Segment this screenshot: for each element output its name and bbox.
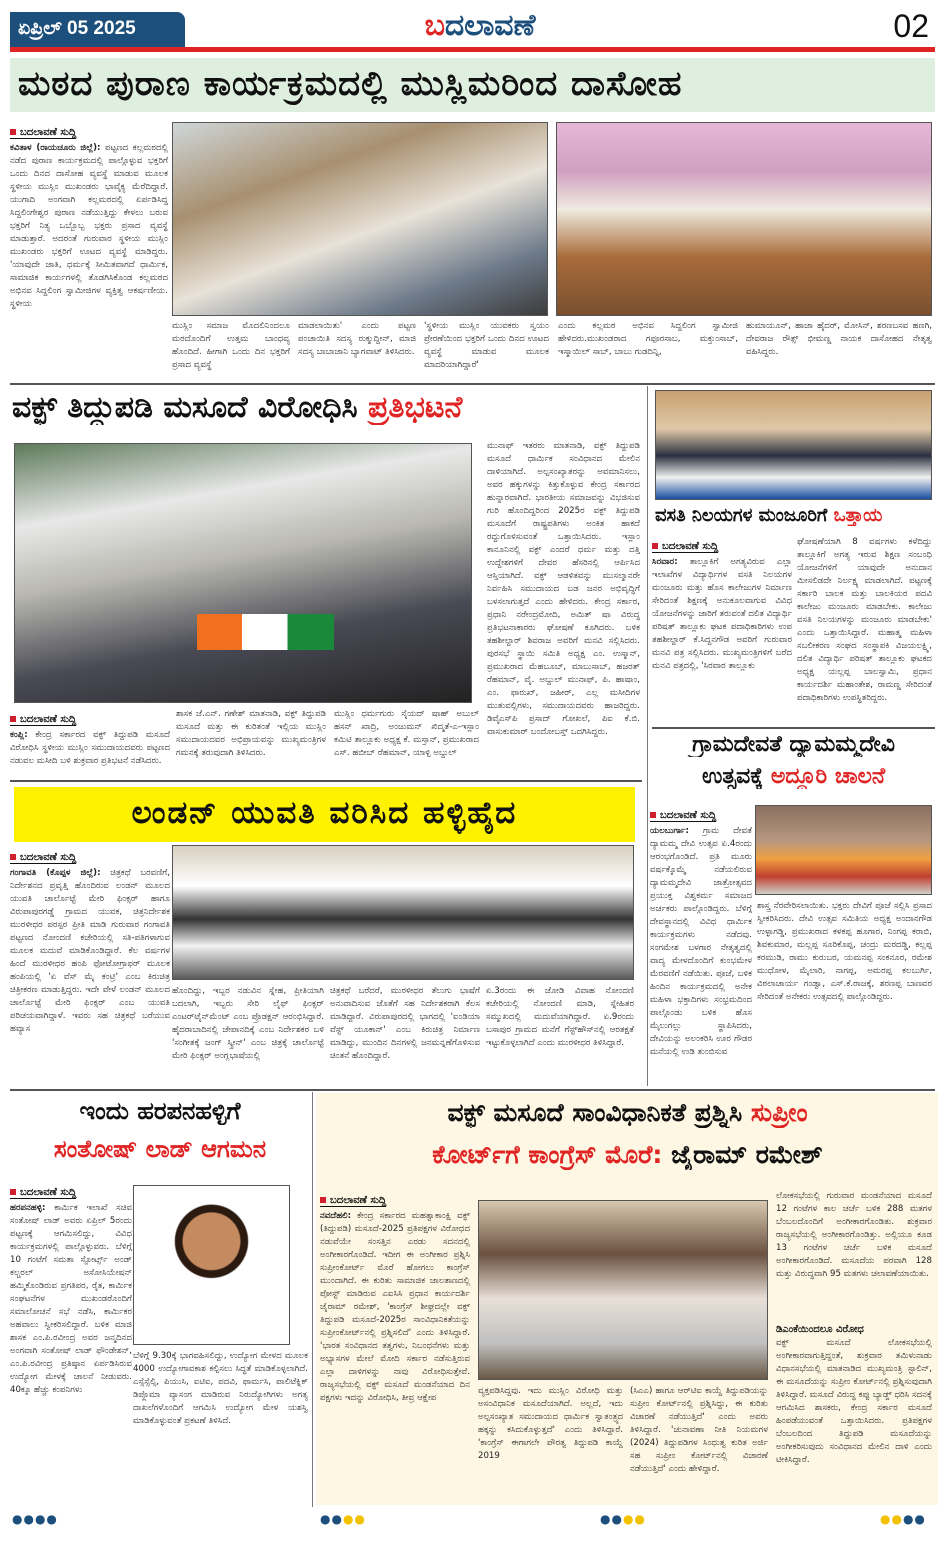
article-text: ಚಿತ್ರಕಥೆ ಬರವಣಿಗೆ, ನಿರ್ದೇಶನದ ಪ್ರವೃತ್ತಿ ಹೊಂದಿರುವ ಲಂಡನ್ ಮೂಲದ ಯುವತಿ ಚಾರ್ಲೊಟ್ಟೆ ಮೇರಿ ಫಿಂಕ್ಸರ್ ಹಾಗೂ ವಿರುಪಾಪುರಗಡ್ಡೆ ಗ್ರಾಮದ ಯುವಕ, ಚಿತ್ರನಿರ್ದೇಶಕ ಮುರಳೀಧರ ಪರಸ್ಪರ ಪ್ರೀತಿ ಮಾಡಿ ಗುರುವಾರ ಗಂಗಾವತಿ ಪಟ್ಟಣದ ನೋಂದಣಿ ಕಚೇರಿಯಲ್ಲಿ ಸತಿ-ಪತಿಗಳಾಗುವ ಮೂಲಕ ಮದುವೆ ಮಾಡಿಕೊಂಡಿದ್ದಾರೆ. ಕೆಲ ವರ್ಷಗಳ ಹಿಂದೆ ಮುರಳೀಧರ ಹಂಪಿ ಫೋಟೋಗ್ರಾಫರ್ ಮೂಲಕ ಹಂಪಿಯಲ್ಲಿ 'ಏ ವೆಸ್ ಮೈ ಕಂಟ್ರಿ' ಎಂಬ ಕಿರುಚಿತ್ರ ಚಿತ್ರೀಕರಣ ಮಾಡುತ್ತಿದ್ದರು. ಇದೇ ವೇಳೆ ಲಂಡನ್ ಮೂಲದ ಚಾರ್ಲೊಟ್ಟೆ ಮೇರಿ ಫಿಂಕ್ಸರ್ ಎಂಬ ಯುವತಿ ಪರಿಚಯವಾಗಿದ್ದಾಳೆ. ಇವರು ಸಹ ಚಿತ್ರಕಥೆ ಬರೆಯುವ ಹವ್ಯಾಸ [10, 868, 170, 1034]
section-divider [10, 1089, 935, 1091]
article-text: ವ್ಯಕ್ತಪಡಿಸಿದ್ದವು. ಇದು ಮುಸ್ಲಿಂ ವಿರೋಧಿ ಮತ್ತು ಅಸಂವಿಧಾನಿಕ ಮಸೂದೆಯಾಗಿದೆ. ಅಲ್ಲದೆ, ಇದು ಅಲ್ಪಸಂಖ್ಯಾತ ಸಮುದಾಯದ ಧಾರ್ಮಿಕ ಸ್ವಾತಂತ್ರ್ಯದ ಹಕ್ಕನ್ನು ಕಸಿದುಕೊಳ್ಳುತ್ತದೆ' ಎಂದು ತಿಳಿಸಿದ್ದಾರೆ. 'ಕಾಂಗ್ರೆಸ್ ಈಗಾಗಲೇ ಪೌರತ್ವ ತಿದ್ದುಪಡಿ ಕಾಯ್ದೆ 2019 [478, 1386, 623, 1461]
article-text: (ಸಿಎಎ) ಹಾಗೂ ಆರ್‌ಟಿಐ ಕಾಯ್ದೆ ತಿದ್ದುಪಡಿಯನ್ನು ಸುಪ್ರೀಂ ಕೋರ್ಟ್‌ನಲ್ಲಿ ಪ್ರಶ್ನಿಸಿದ್ದು, ಈ ಕುರಿತು ವಿಚಾರಣೆ ನಡೆಯುತ್ತಿದೆ' ಎಂದು ಅವರು ತಿಳಿಸಿದ್ದಾರೆ. 'ಚುನಾವಣಾ ನೀತಿ ನಿಯಮಗಳ (2024) ತಿದ್ದುಪಡಿಗಳ ಸಿಂಧುತ್ವ ಕುರಿತ ಅರ್ಜಿ ಸಹ ಸುಪ್ರೀಂ ಕೋರ್ಟ್‌ನಲ್ಲಿ ವಿಚಾರಣೆ ನಡೆಯುತ್ತಿದೆ' ಎಂದು ಹೇಳಿದ್ದಾರೆ. [630, 1386, 768, 1474]
section-divider [652, 727, 935, 729]
article-text: ಕಾರ್ಮಿಕ ಇಲಾಖೆ ಸಚಿವ ಸಂತೋಷ್ ಲಾಡ್ ಅವರು ಏಪ್ರಿಲ್ 5ರಂದು ಪಟ್ಟಣಕ್ಕೆ ಆಗಮಿಸಲಿದ್ದು, ವಿವಿಧ ಕಾರ್ಯಕ್ರಮಗಳಲ್ಲಿ ಪಾಲ್ಗೊಳ್ಳುವರು. ಬೆಳಿಗ್ಗೆ 10 ಗಂಟೆಗೆ ಸಮತಾ ಸ್ಪೋರ್ಟ್ಸ್ ಅಂಡ್ ಕಲ್ಚರಲ್ ಅಸೋಸಿಯೇಷನ್ ಹಮ್ಮಿಕೊಂಡಿರುವ ಪ್ರಗತಿಪರ, ರೈತ, ಕಾರ್ಮಿಕ ಸಂಘಟನೆಗಳ ಮುಖಂಡರೊಂದಿಗೆ ಸಮಾಲೋಚನೆ ಸಭೆ ನಡೆಸಿ, ಕಾರ್ಮಿಕರ ಅಹವಾಲು ಸ್ವೀಕರಿಸಲಿದ್ದಾರೆ. ಬಳಿಕ ಮಾಜಿ ಶಾಸಕ ಎಂ.ಪಿ.ರವೀಂದ್ರ ಅವರ ಜನ್ಮದಿನದ ಅಂಗವಾಗಿ ಸಂತೋಷ್ ಲಾಡ್ ಫೌಂಡೇಶನ್, ಎಂ.ಪಿ.ರವೀಂದ್ರ ಪ್ರತಿಷ್ಠಾನ ಏರ್ಪಡಿಸಿರುವ ಉದ್ಯೋಗ ಮೇಳಕ್ಕೆ ಚಾಲನೆ ನೀಡುವರು. 40ಕ್ಕೂ ಹೆಚ್ಚು ಕಂಪನಿಗಳು [10, 1203, 132, 1395]
headline-text: ವಕ್ಫ್ ಮಸೂದೆ ಸಾಂವಿಧಾನಿಕತೆ ಪ್ರಶ್ನಿಸಿ [447, 1098, 743, 1127]
article-text: ತಾಲ್ಲೂಕಿಗೆ ಅಗತ್ಯವಿರುವ ಎಲ್ಲಾ ಇಲಾಖೆಗಳ ವಿದ್ಯಾರ್ಥಿಗಳ ವಸತಿ ನಿಲಯಗಳ ಮಂಜೂರು ಮತ್ತು ಹೊಸ ಕಾಲೇಜುಗಳ ನಿರ್ಮಾಣ ಸೇರಿದಂತೆ ಶಿಕ್ಷಣಕ್ಕೆ ಅನುಕೂಲವಾಗುವ ವಿವಿಧ ಯೋಜನೆಗಳನ್ನು ಜಾರಿಗೆ ತರುವಂತೆ ದಲಿತ ವಿದ್ಯಾರ್ಥಿ ಪರಿಷತ್ ತಾಲ್ಲೂಕು ಘಟಕ ಪದಾಧಿಕಾರಿಗಳು ಉಪ ತಹಶೀಲ್ದಾರ್ ಕೆ.ಸಿದ್ದನಗೌಡ ಅವರಿಗೆ ಗುರುವಾರ ಮನವಿ ಪತ್ರ ಸಲ್ಲಿಸಿದರು. ಮುಖ್ಯಮಂತ್ರಿಗಳಿಗೆ ಬರೆದ ಮನವಿ ಪತ್ರದಲ್ಲಿ, 'ಸಿರವಾರ ತಾಲ್ಲೂಕು [652, 557, 792, 671]
dateline: ಸಿರವಾರ: [652, 557, 678, 567]
article-text: ಮುನಾಫ್ ಇತರರು ಮಾತನಾಡಿ, ವಕ್ಫ್ ತಿದ್ದುಪಡಿ ಮಸೂದೆ ಧಾರ್ಮಿಕ ಸಂವಿಧಾನದ ಮೇಲಿನ ದಾಳಿಯಾಗಿದೆ. ಅಲ್ಪಸಂಖ್ಯಾತರನ್ನು ಅವಮಾನಿಸಲು, ಅವರ ಹಕ್ಕುಗಳನ್ನು ಕಿತ್ತುಕೊಳ್ಳುವ ಕೇಂದ್ರ ಸರ್ಕಾರದ ಹುನ್ನಾರವಾಗಿದೆ. ಭಾರತೀಯ ಸಮಾಜವನ್ನು ವಿಭಜಿಸುವ ಗುರಿ ಹೊಂದಿದ್ದರಿಂದ 2025ರ ವಕ್ಫ್ ತಿದ್ದುಪಡಿ ಮಸೂದೆಗೆ ರಾಷ್ಟ್ರಪತಿಗಳು ಅಂಕಿತ ಹಾಕದೆ ರದ್ದುಗೊಳಿಸುವಂತೆ ಒತ್ತಾಯಿಸಿದರು. ಇಸ್ಲಾಂ ಕಾನೂನಿನಲ್ಲಿ ವಕ್ಫ್ ಎಂದರೆ ಧರ್ಮ ಮತ್ತು ದತ್ತಿ ಉದ್ದೇಶಗಳಿಗೆ ದೇವರ ಹೆಸರಿನಲ್ಲಿ ಆರ್ಪಿಸಿದ ಆಸ್ತಿಯಾಗಿದೆ. ವಕ್ಫ್ ಆಡಳಿತವನ್ನು ಮುಸಲ್ಮಾನರೇ ನಿರ್ವಹಿಸಿ ಸಮುದಾಯದ ಬಡ ಜನರ ಅಭಿವೃದ್ಧಿಗೆ ಬಳಸಲಾಗುತ್ತದೆ ಎಂದು ಹೇಳಿದರು. ಕೇಂದ್ರ ಸರ್ಕಾರ, ಪ್ರಧಾನಿ ನರೇಂದ್ರಮೋದಿ, ಅಮಿತ್ ಷಾ ವಿರುದ್ಧ ಪ್ರತಿಭಟನಾಕಾರರು ಘೋಷಣೆ ಕೂಗಿದರು. ಬಳಿಕ ತಹಶೀಲ್ದಾರ್ ಶಿವರಾಜ ಅವರಿಗೆ ಮನವಿ ಸಲ್ಲಿಸಿದರು. ಪುರಸಭೆ ಸ್ಥಾಯಿ ಸಮಿತಿ ಅಧ್ಯಕ್ಷ ಎಂ. ಉಸ್ಮಾನ್, ಪ್ರಮುಖರಾದ ಮೆಹಬೂಬ್, ಮಾಬುಸಾಬ್, ಹಜರತ್ ರೆಹಮಾನ್, ವೈ. ಅಬ್ದುಲ್ ಮುನಾಫ್, ಪಿ. ಹಾಷಾಂ, ಎಂ. ಫಾರುಖ್, ಜಹೀರ್, ಎಲ್ಲ ಮಸೀದಿಗಳ ಮುತುವಲ್ಲಿಗಳು, ಸಮುದಾಯದವರು ಹಾಜರಿದ್ದರು. ಡಿವೈಎಸ್‌ಪಿ ಪ್ರಸಾದ್ ಗೋಖಲೆ, ಪಿಐ ಕೆ.ಬಿ. ವಾಸುಕುಮಾರ್ ಬಂದೋಬಸ್ತ್ ಒದಗಿಸಿದ್ದರು. [487, 441, 640, 737]
article7-sidebar [776, 1190, 932, 1497]
article4-headline-line1: ಗ್ರಾಮದೇವತೆ ದ್ಯಾಮಮ್ಮದೇವಿ [692, 732, 895, 757]
article4-photo-procession [755, 805, 932, 895]
article2-body [10, 707, 170, 785]
article4-body [650, 803, 752, 1087]
article3-headline [655, 505, 935, 526]
flag-placard [197, 614, 334, 650]
article6-headline-line2: ಸಂತೋಷ್ ಲಾಡ್ ಆಗಮನ [53, 1135, 267, 1163]
article-text: ಘೋಷಣೆಯಾಗಿ 8 ವರ್ಷಗಳು ಕಳೆದಿದ್ದು ತಾಲ್ಲೂಕಿಗೆ ಅಗತ್ಯ ಇರುವ ಶಿಕ್ಷಣ ಸಂಬಂಧಿ ಯೋಜನೆಗಳಿಗೆ ಯಾವುದೇ ಅನುದಾನ ಮೀಸಲಿಡದೇ ನಿರ್ಲಕ್ಷ್ಯ ಮಾಡಲಾಗಿದೆ. ಪಟ್ಟಣಕ್ಕೆ ಸರ್ಕಾರಿ ಬಾಲಕ ಮತ್ತು ಬಾಲಕಿಯರ ಪದವಿ ಕಾಲೇಜು ಮಂಜೂರು ಮಾಡಬೇಕು. ಕಾಲೇಜು ವಸತಿ ನಿಲಯಗಳನ್ನು ಮಂಜೂರು ಮಾಡಬೇಕು' ಎಂದು ಒತ್ತಾಯಿಸಿದ್ದಾರೆ. ಮಹಾತ್ಮ ಮಹಿಳಾ ಸಬಲೀಕರಣ ಸಂಘದ ಸಂಸ್ಥಾಪಕಿ ವಿಜಯಲಕ್ಷ್ಮಿ, ದಲಿತ ವಿದ್ಯಾರ್ಥಿ ಪರಿಷತ್ ತಾಲ್ಲೂಕು ಘಟಕದ ಅಧ್ಯಕ್ಷ ಯಲ್ಲಪ್ಪ ಬಾಲಸ್ವಾಮಿ, ಪ್ರಧಾನ ಕಾರ್ಯದರ್ಶಿ ಮಹಾಂತೇಶ, ರಾಮಣ್ಣ ಸೇರಿದಂತೆ ಪದಾಧಿಕಾರಿಗಳು ಉಪಸ್ಥಿತರಿದ್ದರು. [797, 537, 932, 703]
byline: ಬದಲಾವಣೆ ಸುದ್ದಿ [652, 541, 718, 553]
article4-headline-line2 [652, 764, 935, 789]
article5-photo-couple [172, 845, 634, 980]
headline-highlight: ಪ್ರತಿಭಟನೆ [367, 390, 463, 425]
column-divider [647, 386, 648, 1086]
headline-highlight: ಕೋರ್ಟ್‌ಗೆ ಕಾಂಗ್ರೆಸ್ ಮೊರೆ: [432, 1140, 663, 1169]
article5-headline: ಲಂಡನ್ ಯುವತಿ ವರಿಸಿದ ಹಳ್ಳಿಹೈದ [14, 787, 635, 842]
article1-headline: ಮಠದ ಪುರಾಣ ಕಾರ್ಯಕ್ರಮದಲ್ಲಿ ಮುಸ್ಲಿಮರಿಂದ ದಾಸೋಹ [10, 58, 935, 112]
article1-photo-felicitation [556, 122, 932, 316]
article3-photo-memorandum [655, 390, 932, 500]
issue-date: ಏಪ್ರಿಲ್ 05 2025 [10, 12, 185, 48]
headline-highlight: ಒತ್ತಾಯ [833, 505, 883, 526]
article1-body [10, 120, 168, 382]
article-text: ಎಂದು ಕಲ್ಲಮಠ ಅಭಿನವ ಸಿದ್ದಲಿಂಗ ಸ್ವಾಮೀಜಿ ಹೇಳಿದರು.ಮುಖಂಡರಾದ ಗಫೂರಸಾಬ, ಮಕ್ತುಂಸಾಬ್, ಇಸ್ಮಾಯಿಲ್ ಸಾಬ್, ಬಾಬು ಗುಡದಿನ್ನಿ, [558, 321, 738, 357]
footer-dots-right: ●●●● [880, 1512, 926, 1526]
article-text: ವಕ್ಫ್ ಮಸೂದೆ ಲೋಕಸಭೆಯಲ್ಲಿ ಅಂಗೀಕಾರವಾಗುತ್ತಿದ್ದಂತೆ, ಶುಕ್ರವಾರ ತಮಿಳುನಾಡು ವಿಧಾನಸಭೆಯಲ್ಲಿ ಮಾತನಾಡಿದ ಮುಖ್ಯಮಂತ್ರಿ ಸ್ಟಾಲಿನ್, ಈ ಮಸೂದೆಯನ್ನು ಸುಪ್ರೀಂ ಕೋರ್ಟ್‌ನಲ್ಲಿ ಪ್ರಶ್ನಿಸುವುದಾಗಿ ತಿಳಿಸಿದ್ದಾರೆ. ಮಸೂದೆ ವಿರುದ್ಧ ಕಪ್ಪು ಬ್ಯಾಡ್ಜ್ ಧರಿಸಿ ಸದನಕ್ಕೆ ಆಗಮಿಸಿದ ಶಾಸಕರು, ಕೇಂದ್ರ ಸರ್ಕಾರ ಮಸೂದೆ ಹಿಂಪಡೆಯುವಂತೆ ಒತ್ತಾಯಿಸಿದರು. ಪ್ರತಿಪಕ್ಷಗಳ ಬೆಂಬಲದಿಂದ ತಿದ್ದುಪಡಿ ಮಸೂದೆಯನ್ನು ಅಂಗೀಕರಿಸುವುದು ಸಂವಿಧಾನದ ಮೇಲಿನ ದಾಳಿ ಎಂದು ಟೀಕಿಸಿದ್ದಾರೆ. [776, 1338, 932, 1465]
article3-body [652, 534, 792, 732]
subheading: ಡಿಎಂಕೆಯಿಂದಲೂ ವಿರೋಧ [776, 1324, 864, 1335]
article7-headline-line1 [320, 1098, 935, 1128]
article-text: ಶಾಸ್ತ್ರ ನೆರವೇರಿಸಲಾಯಿತು. ಭಕ್ತರು ದೇವಿಗೆ ಪೂಜೆ ಸಲ್ಲಿಸಿ ಪ್ರಸಾದ ಸ್ವೀಕರಿಸಿದರು. ದೇವಿ ಉತ್ಸವ ಸಮಿತಿಯ ಅಧ್ಯಕ್ಷ ಅಂದಾನಗೌಡ ಉಳ್ಳಾಗಡ್ಡಿ, ಪ್ರಮುಖರಾದ ಕಳಕಪ್ಪ ಹೂಗಾರ, ನಿಂಗಪ್ಪ ಕರಾಬಿ, ಶಿವಕುಮಾರ, ಮಲ್ಲಪ್ಪ ಸೂರಿಕೊಪ್ಪ, ಚಂದ್ರು ಮರದಡ್ಡಿ, ಕಲ್ಲಪ್ಪ ಕರಮುಡಿ, ರಾಮು ಕುರುಬರ, ಯಮನಪ್ಪ ಸಂಕನೂರ, ರಮೇಶ ಮುಧೋಳ, ಮೈಲಾರಿ, ನಾಗಪ್ಪ, ಅಮರಪ್ಪ ಕಲಬುರ್ಗಿ, ವಿಠಲಾಚಾರ್ಯ ಗಂಡ್ವಾ, ಎಸ್.ಕೆ.ರಾಜಕ್ಕೆ, ಶರಣಪ್ಪ ಬಾಣವರ ಸೇರಿದಂತೆ ಅನೇಕರು ಉತ್ಸವದಲ್ಲಿ ಪಾಲ್ಗೊಂಡಿದ್ದರು. [757, 901, 932, 1002]
logo-first-letter: ಬ [424, 8, 445, 43]
footer-dots-center-right: ●●●● [600, 1512, 646, 1526]
footer-dots-left: ●●●● [12, 1512, 58, 1526]
article-text: 'ಸ್ಥಳೀಯ ಮುಸ್ಲಿಂ ಯುವಕರು ಸ್ವಯಂ ಪ್ರೇರಣೆಯಿಂದ ಭಕ್ತರಿಗೆ ಒಂದು ದಿನದ ಊಟದ ವ್ಯವಸ್ಥೆ ಮಾಡುವ ಮೂಲಕ ಮಾದರಿಯಾಗಿದ್ದಾರೆ' [424, 321, 549, 370]
headline-highlight: ಸುಪ್ರೀಂ [750, 1098, 808, 1127]
byline: ಬದಲಾವಣೆ ಸುದ್ದಿ [10, 714, 76, 726]
headline-text: ವಕ್ಫ್ ತಿದ್ದುಪಡಿ ಮಸೂದೆ ವಿರೋಧಿಸಿ [12, 390, 358, 425]
article7-photo-jairam-ramesh [478, 1200, 768, 1380]
article-text: ಲೋಕಸಭೆಯಲ್ಲಿ ಗುರುವಾರ ಮಂಡನೆಯಾದ ಮಸೂದೆ 12 ಗಂಟೆಗಳ ಕಾಲ ಚರ್ಚೆ ಬಳಿಕ 288 ಮತಗಳ ಬೆಂಬಲದೊಂದಿಗೆ ಅಂಗೀಕಾರಗೊಂಡಿತು. ಶುಕ್ರವಾರ ರಾಜ್ಯಸಭೆಯಲ್ಲಿ ಅಂಗೀಕಾರಗೊಂಡಿತ್ತು. ಅಲ್ಲಿಯೂ ಕೂಡ 13 ಗಂಟೆಗಳ ಚರ್ಚೆ ಬಳಿಕ ಮಸೂದೆ ಅಂಗೀಕಾರಗೊಂಡಿದೆ. ಮಸೂದೆಯ ಪರವಾಗಿ 128 ಮತ್ತು ವಿರುದ್ಧವಾಗಿ 95 ಮತಗಳು ಚಲಾವಣೆಯಾಯಿತು. [776, 1191, 932, 1279]
column-divider [312, 1092, 313, 1507]
article-text: ಪಟ್ಟಣದ ಕಲ್ಲಮಠದಲ್ಲಿ ನಡೆದ ಪುರಾಣ ಕಾರ್ಯಕ್ರಮದಲ್ಲಿ ಪಾಲ್ಗೊಳ್ಳುವ ಭಕ್ತರಿಗೆ ಒಂದು ದಿನದ ದಾಸೋಹ ವ್ಯವಸ್ಥೆ ಮಾಡುವ ಮೂಲಕ ಸ್ಥಳೀಯ ಮುಸ್ಲಿಂ ಮುಖಂಡರು ಭಾವೈಕ್ಯ ಮೆರೆದಿದ್ದಾರೆ. ಯುಗಾದಿ ಅಂಗವಾಗಿ ಕಲ್ಲಮಠದಲ್ಲಿ ಏರ್ಪಡಿಸಿದ್ದ ಸಿದ್ದಲಿಂಗೇಶ್ವರ ಪುರಾಣ ನಡೆಯುತ್ತಿದ್ದು ಕೇಳಲು ಬರುವ ಭಕ್ತರಿಗೆ ನಿತ್ಯ ಒಬ್ಬೊಬ್ಬ ಭಕ್ತರು ಪ್ರಸಾದ ವ್ಯವಸ್ಥೆ ಮಾಡುತ್ತಾರೆ. ಅದರಂತೆ ಗುರುವಾರ ಸ್ಥಳೀಯ ಮುಸ್ಲಿಂ ಮುಖಂಡರು ಭಕ್ತರಿಗೆ ಊಟದ ವ್ಯವಸ್ಥೆ ಮಾಡಿದ್ದರು. 'ಯಾವುದೇ ಜಾತಿ, ಧರ್ಮಕ್ಕೆ ಸೀಮಿತವಾಗದೆ ಧಾರ್ಮಿಕ, ಸಾಮಾಜಿಕ ಕಾರ್ಯಗಳಲ್ಲಿ ತೊಡಗಿಸಿಕೊಂಡ ಕಲ್ಲಮಠದ ಅಭಿನವ ಸಿದ್ದಲಿಂಗ ಸ್ವಾಮೀಜಿಗಳ ವ್ಯಕ್ತಿತ್ವ ಆಕರ್ಷಣೀಯ. ಸ್ಥಳೀಯ [10, 143, 168, 309]
article7-body [320, 1188, 470, 1510]
dateline: ಕಂಪ್ಲಿ: [10, 730, 28, 740]
masthead-rule [10, 47, 935, 52]
article-text: ಏ.3ರಂದು ಈ ಜೋಡಿ ವಿವಾಹ ನೋಂದಣಿ ಕಚೇರಿಯಲ್ಲಿ ನೋಂದಣಿ ಮಾಡಿ, ಸ್ನೇಹಿತರ ಸಮ್ಮುಖದಲ್ಲಿ ಮದುವೆಯಾಗಿದ್ದಾರೆ. ಏ.9ರಂದು ಬಸಾಪುರ ಗ್ರಾಮದ ಮನೆಗೆ ಗೆಸ್ಟ್‌ಹೌಸ್‌ನಲ್ಲಿ ಆರತಕ್ಷತೆ ಇಟ್ಟುಕೊಳ್ಳಲಾಗಿದೆ ಎಂದು ಮುರಳೀಧರ ತಿಳಿಸಿದ್ದಾರೆ. [486, 986, 634, 1048]
article-text: ಹುಮಾಯೂನ್, ಹಾಜಾ ಹೈದರ್, ಮೋಸಿನ್, ಶರಣಬಸವ ಹಣಗಿ, ದೇವರಾಜ ರೌತ್ಸ್ ಭೀಮಣ್ಣ ನಾಯಕ ದಾಸೋಹದ ನೇತೃತ್ವ ವಹಿಸಿದ್ದರು. [746, 321, 932, 357]
article2-photo-protest [14, 443, 472, 703]
article5-body [10, 845, 170, 1092]
article6-portrait-santosh-lad [133, 1185, 290, 1345]
byline: ಬದಲಾವಣೆ ಸುದ್ದಿ [10, 852, 76, 864]
article-text: ಬೆಳಿಗ್ಗೆ 9.30ಕ್ಕೆ ಭಾಗವಹಿಸಲಿದ್ದು, ಉದ್ಯೋಗ ಮೇಳದ ಮೂಲಕ 4000 ಉದ್ಯೋಗಾವಕಾಶ ಕಲ್ಪಿಸಲು ಸಿದ್ಧತೆ ಮಾಡಿಕೊಳ್ಳಲಾಗಿದೆ. ಎಸ್ಸೆಸ್ಸೆಲ್ಸಿ, ಪಿಯುಸಿ, ಐಟಿಐ, ಪದವಿ, ಫಾರ್ಮಸಿ, ಪಾಲಿಟೆಕ್ನಿಕ್ ಡಿಪ್ಲೊಮಾ ವ್ಯಾಸಂಗ ಮಾಡಿರುವ ನಿರುದ್ಯೋಗಿಗಳು ಅಗತ್ಯ ದಾಖಲೆಗಳೊಂದಿಗೆ ಆಗಮಿಸಿ ಉದ್ಯೋಗ ಮೇಳ ಯಶಸ್ವಿ ಮಾಡಿಕೊಳ್ಳುವಂತೆ ಪ್ರಕಟಣೆ ತಿಳಿಸಿದೆ. [133, 1351, 308, 1426]
byline: ಬದಲಾವಣೆ ಸುದ್ದಿ [650, 810, 716, 822]
article-text: ಮಾಡಲಾಯಿತು' ಎಂದು ಪಟ್ಟಣ ಪಂಚಾಯಿತಿ ಸದಸ್ಯ ರುಕ್ಮುದ್ದೀನ್, ಮಾಜಿ ಸದಸ್ಯ ಬಾಬಾಜಾನಿ ಬ್ಯಾಗವಾಟ್ ತಿಳಿಸಿದರು. [298, 321, 416, 357]
headline-text: ಉತ್ಸವಕ್ಕೆ [702, 764, 764, 789]
dateline: ಗಂಗಾವತಿ (ಕೊಪ್ಪಳ ಜಿಲ್ಲೆ): [10, 868, 101, 878]
article2-headline [12, 390, 642, 425]
article6-headline-line1: ಇಂದು ಹರಪನಹಳ್ಳಿಗೆ [79, 1097, 241, 1125]
newspaper-logo [380, 8, 580, 43]
article-text: ಮುಸ್ಲಿಂ ಧರ್ಮಗುರು ಸೈಯದ್ ಷಾಹ್ ಅಬುಲ್ ಹಸನ್ ಖಾದ್ರಿ, ಅಂಜುಮನ್ ಖಿದ್ಮತೆ-ಎ-ಇಸ್ಲಾಂ ಕಮಿಟಿ ತಾಲ್ಲೂಕು ಅಧ್ಯಕ್ಷ ಕೆ. ಮಸ್ತಾನ್, ಪ್ರಮುಖರಾದ ಎಸ್. ಹಬೀಬ್ ರೆಹಮಾನ್, ಯಾಳ್ಪಿ ಅಬ್ದುಲ್ [334, 709, 479, 758]
article-text: ಕೇಂದ್ರ ಸರ್ಕಾರದ ಮಹತ್ವಾಕಾಂಕ್ಷಿ ವಕ್ಫ್ (ತಿದ್ದುಪಡಿ) ಮಸೂದೆ-2025 ಪ್ರತಿಪಕ್ಷಗಳ ವಿರೋಧದ ನಡುವೆಯೇ ಸಂಸತ್ತಿನ ಎರಡು ಸದನದಲ್ಲಿ ಅಂಗೀಕಾರಗೊಂಡಿದೆ. ಇದೀಗ ಈ ಅಂಗೀಕಾರ ಪ್ರಶ್ನಿಸಿ ಸುಪ್ರೀಂಕೋರ್ಟ್ ಮೊರೆ ಹೋಗಲು ಕಾಂಗ್ರೆಸ್ ಮುಂದಾಗಿದೆ. ಈ ಕುರಿತು ಸಾಮಾಜಿಕ ಜಾಲತಾಣದಲ್ಲಿ ಪೋಸ್ಟ್ ಮಾಡಿರುವ ಎಐಸಿಸಿ ಪ್ರಧಾನ ಕಾರ್ಯದರ್ಶಿ ಜೈರಾಮ್ ರಮೇಶ್, 'ಕಾಂಗ್ರೆಸ್ ಶೀಘ್ರದಲ್ಲೇ ವಕ್ಫ್ ತಿದ್ದುಪಡಿ ಮಸೂದೆ-2025ರ ಸಾಂವಿಧಾನಿಕತೆಯನ್ನು ಸುಪ್ರೀಂಕೋರ್ಟ್‌ನಲ್ಲಿ ಪ್ರಶ್ನಿಸಲಿದೆ' ಎಂದು ತಿಳಿಸಿದ್ದಾರೆ. 'ಭಾರತ ಸಂವಿಧಾನದ ತತ್ವಗಳು, ನಿಬಂಧನೆಗಳು ಮತ್ತು ಅಭ್ಯಾಸಗಳ ಮೇಲೆ ಮೋದಿ ಸರ್ಕಾರ ನಡೆಸುತ್ತಿರುವ ಎಲ್ಲಾ ದಾಳಿಗಳನ್ನು ನಾವು ವಿರೋಧಿಸುತ್ತೇವೆ. ರಾಜ್ಯಸಭೆಯಲ್ಲಿ ವಕ್ಫ್ ಮಸೂದೆ ಮಂಡನೆಯಾದ ದಿನ ಪಕ್ಷಗಳು ಇದನ್ನು ವಿರೋಧಿಸಿ, ತೀವ್ರ ಆಕ್ಷೇಪ [320, 1211, 470, 1403]
article-text: ಚಿತ್ರಕಥೆ ಬರೆದರೆ, ಮುರಳೀಧರ ತೆಲುಗು ಭಾಷೆಗೆ ಅನುವಾದಿಸುವ ಜೊತೆಗೆ ಸಹ ನಿರ್ದೇಶಕರಾಗಿ ಕೆಲಸ ಮಾಡಿದ್ದಾರೆ. ವಿರುಪಾಪುರದಲ್ಲಿ ಭಾಗದಲ್ಲಿ 'ಐಂಡಿಯಾ ವೆಸ್ಟ್ ಯೂಕಾನ್' ಎಂಬ ಕಿರುಚಿತ್ರ ನಿರ್ಮಾಣ ಮಾಡಿದ್ದು, ಮುಂದಿನ ದಿನಗಳಲ್ಲಿ ಜನಮನ್ನಣೆಗೊಳಿಸುವ ಚಿಂತನೆ ಹೊಂದಿದ್ದಾರೆ. [330, 986, 480, 1061]
article1-photo-cooking [172, 122, 548, 316]
dateline: ನವದೆಹಲಿ: [320, 1211, 352, 1221]
byline: ಬದಲಾವಣೆ ಸುದ್ದಿ [10, 127, 76, 139]
footer-dots-center-left: ●●●● [320, 1512, 366, 1526]
article-text: ಶಾಸಕ ಜೆ.ಎನ್. ಗಣೇಶ್ ಮಾತನಾಡಿ, ವಕ್ಫ್ ತಿದ್ದುಪಡಿ ಮಸೂದೆ ಮತ್ತು ಈ ಕುರಿತಂತೆ ಇಲ್ಲಿಯ ಮುಸ್ಲಿಂ ಸಮುದಾಯದವರ ಅಭಿಪ್ರಾಯವನ್ನು ಮುಖ್ಯಮಂತ್ರಿಗಳ ಗಮನಕ್ಕೆ ತರುವುದಾಗಿ ತಿಳಿಸಿದರು. [176, 709, 326, 758]
byline: ಬದಲಾವಣೆ ಸುದ್ದಿ [320, 1195, 386, 1207]
article-text: ಕೇಂದ್ರ ಸರ್ಕಾರದ ವಕ್ಫ್ ತಿದ್ದುಪಡಿ ಮಸೂದೆ ವಿರೋಧಿಸಿ ಸ್ಥಳೀಯ ಮುಸ್ಲಿಂ ಸಮುದಾಯದವರು ಪಟ್ಟಣದ ನಡುವಲ ಮಸೀದಿ ಬಳಿ ಶುಕ್ರವಾರ ಪ್ರತಿಭಟನೆ ನಡೆಸಿದರು. [10, 730, 170, 766]
dateline: ಕವಿತಾಳ (ರಾಯಚೂರು ಜಿಲ್ಲೆ): [10, 143, 101, 153]
page-number: 02 [893, 8, 929, 44]
article7-headline-line2 [320, 1140, 935, 1170]
dateline: ಯಲಬುರ್ಗಾ: [650, 826, 689, 836]
article6-body [10, 1180, 132, 1517]
section-divider [10, 780, 642, 782]
headline-text: ಜೈರಾಮ್ ರಮೇಶ್ [671, 1140, 823, 1169]
section-divider [10, 383, 935, 385]
article-text: ಗ್ರಾಮ ದೇವತೆ ದ್ಯಾಮಮ್ಮ ದೇವಿ ಉತ್ಸವ ಏ.4ರಂದು ಆರಂಭಗೊಂಡಿದೆ. ಪ್ರತಿ ಮೂರು ವರ್ಷಕ್ಕೊಮ್ಮೆ ನಡೆಯಲಿರುವ ದ್ಯಾಮಮ್ಮದೇವಿ ಜಾತ್ರೋತ್ಸವದ ಪ್ರಯುಕ್ತ ವಿಶ್ವಕರ್ಮ ಸಮಾಜದ ಅರ್ಚಕರು ಪಾಲ್ಗೊಂಡಿದ್ದರು. ಬೆಳಿಗ್ಗೆ ದೇವಸ್ಥಾನದಲ್ಲಿ ವಿವಿಧ ಧಾರ್ಮಿಕ ಕಾರ್ಯಕ್ರಮಗಳು ನಡೆದವು. ಸಂಗಮೇಶ ಬಳಗಾರ ನೇತೃತ್ವದಲ್ಲಿ ವಾದ್ಯ ಮೇಳದೊಂದಿಗೆ ಕುಂಭಮೇಳ ಮೆರವಣಿಗೆ ನಡೆಯಿತು. ಪೂಜೆ, ಬಳಿಕ ಹಿಂದಿನ ಕಾರ್ಯಕ್ರಮದಲ್ಲಿ ಅನೇಕ ಮಹಿಳಾ ಭಕ್ತಾದಿಗಳು ಸಂಭ್ರಮದಿಂದ ಪಾಲ್ಗೊಂಡು ಬಳಿಕ ಹೊಸ ಮೈಲುಗಲ್ಲು ಸ್ಥಾಪಿಸಿದರು, ದೇವಿಯನ್ನು ಅಲಂಕರಿಸಿ ಊರ ಗೌಡರ ಮನೆಯಲ್ಲಿ ಉಡಿ ತುಂಬಿಸುವ [650, 826, 752, 1057]
headline-text: ವಸತಿ ನಿಲಯಗಳ ಮಂಜೂರಿಗೆ [655, 505, 828, 526]
dateline: ಹರಪನಹಳ್ಳಿ: [10, 1203, 46, 1213]
logo-rest: ದಲಾವಣೆ [444, 8, 536, 43]
headline-highlight: ಅದ್ದೂರಿ ಚಾಲನೆ [770, 764, 885, 789]
article-text: ಹೊಂದಿದ್ದು, ಇಬ್ಬರ ನಡುವಿನ ಸ್ನೇಹ, ಪ್ರೀತಿಯಾಗಿ ಬದಲಾಗಿ, ಇಬ್ಬರು ಸೇರಿ ಲೈಫ್ ಫಿಂಕ್ಸರ್ ಎಂಟರ್‌ಟೈನ್‌ಮೆಂಟ್ ಎಂಬ ಪ್ರೊಡಕ್ಷನ್ ಆರಂಭಿಸಿದ್ದಾರೆ. ಹೈದರಾಬಾದಿನಲ್ಲಿ ಜೇಪಾನದಿಕ್ಕೆ ಎಂಬ ನಿರ್ದೇಶಕರ ಬಳಿ 'ಸಂಗೀತಕ್ಕೆ ಜಂಗ್ ಸ್ಕ್ರೀನ್' ಎಂಬ ಚಿತ್ರಕ್ಕೆ ಚಾರ್ಲೊಟ್ಟೆ ಮೇರಿ ಫಿಂಕ್ಸರ್ ಅಂಗ್ಲಭಾಷೆಯಲ್ಲಿ [172, 986, 324, 1061]
article-text: ಮುಸ್ಲಿಂ ಸಮಾಜ ಮೊದಲಿನಿಂದಲೂ ಮಠದೊಂದಿಗೆ ಉತ್ತಮ ಬಾಂಧವ್ಯ ಹೊಂದಿದೆ. ಹೀಗಾಗಿ ಒಂದು ದಿನ ಭಕ್ತರಿಗೆ ಪ್ರಸಾದ ವ್ಯವಸ್ಥೆ [172, 321, 290, 370]
byline: ಬದಲಾವಣೆ ಸುದ್ದಿ [10, 1187, 76, 1199]
